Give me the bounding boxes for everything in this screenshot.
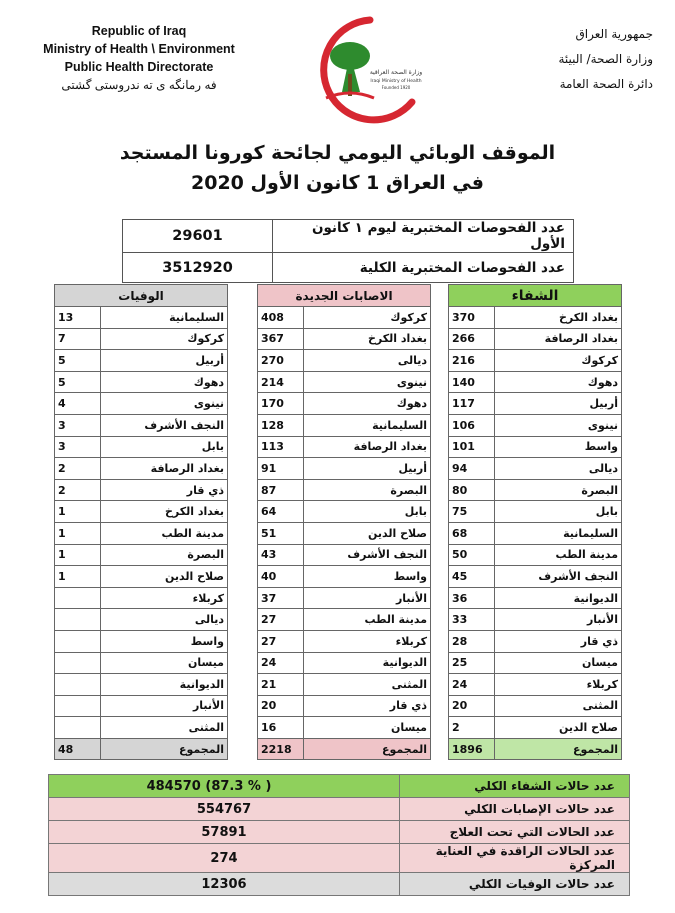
table-row bbox=[449, 328, 622, 350]
province-name: مدينة الطب bbox=[304, 609, 431, 631]
province-count: 64 bbox=[258, 501, 304, 523]
table-row bbox=[258, 652, 431, 674]
header-line-kurdish: فه رمانگه ی ته ندروستی گشتی bbox=[61, 78, 217, 92]
summary-treatment-label: عدد الحالات التي تحت العلاج bbox=[400, 821, 630, 844]
province-name: بابل bbox=[101, 436, 228, 458]
table-row bbox=[449, 587, 622, 609]
summary-deaths-value: 12306 bbox=[49, 873, 400, 896]
table-row bbox=[55, 371, 228, 393]
summary-icu-label: عدد الحالات الراقدة في العناية المركزة bbox=[400, 844, 630, 873]
province-name: الأنبار bbox=[101, 695, 228, 717]
table-row bbox=[449, 393, 622, 415]
summary-deaths-label: عدد حالات الوفيات الكلي bbox=[400, 873, 630, 896]
province-count: 16 bbox=[258, 717, 304, 739]
province-count bbox=[55, 717, 101, 739]
deaths-table bbox=[54, 284, 228, 760]
summary-treatment-row bbox=[49, 821, 630, 844]
province-name: بابل bbox=[304, 501, 431, 523]
province-count bbox=[55, 630, 101, 652]
province-name: ذي قار bbox=[304, 695, 431, 717]
province-name: بغداد الكرخ bbox=[304, 328, 431, 350]
province-name: كربلاء bbox=[101, 587, 228, 609]
province-name: المثنى bbox=[304, 674, 431, 696]
table-row bbox=[258, 350, 431, 372]
province-name: السليمانية bbox=[495, 522, 622, 544]
header-line-ministry: Ministry of Health \ Environment bbox=[43, 42, 235, 56]
header-english-block bbox=[14, 22, 264, 94]
header-line-country-ar: جمهورية العراق bbox=[575, 27, 653, 41]
report-title: الموقف الوبائي اليومي لجائحة كورونا المستجد bbox=[119, 142, 556, 164]
province-count: 216 bbox=[449, 350, 495, 372]
province-count bbox=[55, 609, 101, 631]
province-name: بابل bbox=[495, 501, 622, 523]
header-arabic-block bbox=[503, 22, 653, 97]
province-name: السليمانية bbox=[101, 307, 228, 329]
province-name: دهوك bbox=[495, 371, 622, 393]
recovery-total-row bbox=[449, 738, 622, 760]
province-count: 43 bbox=[258, 544, 304, 566]
province-name: أربيل bbox=[304, 458, 431, 480]
province-count: 25 bbox=[449, 652, 495, 674]
table-row bbox=[449, 630, 622, 652]
province-name: ذي قار bbox=[101, 479, 228, 501]
table-row bbox=[55, 587, 228, 609]
table-row bbox=[449, 458, 622, 480]
table-row bbox=[449, 307, 622, 329]
new-cases-total-row bbox=[258, 738, 431, 760]
province-count: 2 bbox=[55, 479, 101, 501]
table-row bbox=[258, 717, 431, 739]
table-row bbox=[258, 587, 431, 609]
province-count: 367 bbox=[258, 328, 304, 350]
province-count: 91 bbox=[258, 458, 304, 480]
lab-daily-value: 29601 bbox=[123, 220, 273, 253]
province-name: بغداد الكرخ bbox=[495, 307, 622, 329]
province-name: ديالى bbox=[495, 458, 622, 480]
province-count: 51 bbox=[258, 522, 304, 544]
report-date: في العراق 1 كانون الأول 2020 bbox=[191, 172, 484, 194]
summary-infections-row bbox=[49, 798, 630, 821]
province-name: واسط bbox=[304, 566, 431, 588]
province-count bbox=[55, 652, 101, 674]
table-row bbox=[55, 350, 228, 372]
province-count: 20 bbox=[258, 695, 304, 717]
ministry-logo bbox=[300, 14, 430, 126]
province-name: ديالى bbox=[101, 609, 228, 631]
table-row bbox=[449, 414, 622, 436]
province-name: مدينة الطب bbox=[101, 522, 228, 544]
table-row bbox=[55, 717, 228, 739]
province-name: واسط bbox=[101, 630, 228, 652]
table-row bbox=[55, 674, 228, 696]
province-name: ذي قار bbox=[495, 630, 622, 652]
recovery-table bbox=[448, 284, 622, 760]
province-count: 50 bbox=[449, 544, 495, 566]
table-row bbox=[258, 501, 431, 523]
province-name: النجف الأشرف bbox=[101, 414, 228, 436]
province-count: 128 bbox=[258, 414, 304, 436]
province-name: الأنبار bbox=[304, 587, 431, 609]
ministry-logo-icon bbox=[300, 14, 430, 126]
province-count: 27 bbox=[258, 609, 304, 631]
province-name: كركوك bbox=[304, 307, 431, 329]
table-row bbox=[449, 350, 622, 372]
table-row bbox=[55, 544, 228, 566]
header-line-ministry-ar: وزارة الصحة/ البيئة bbox=[558, 52, 653, 66]
new-cases-table bbox=[257, 284, 431, 760]
province-name: ميسان bbox=[304, 717, 431, 739]
new-cases-total-label: المجموع bbox=[304, 738, 431, 760]
summary-recovered-value-cell bbox=[49, 775, 400, 798]
deaths-rows bbox=[55, 307, 228, 739]
province-count: 13 bbox=[55, 307, 101, 329]
province-name: صلاح الدين bbox=[101, 566, 228, 588]
table-row bbox=[449, 522, 622, 544]
lab-daily-row bbox=[123, 220, 574, 253]
province-name: الأنبار bbox=[495, 609, 622, 631]
table-row bbox=[449, 695, 622, 717]
lab-total-label: عدد الفحوصات المختبرية الكلية bbox=[273, 253, 574, 283]
table-row bbox=[55, 522, 228, 544]
table-row bbox=[258, 371, 431, 393]
header-line-directorate: Public Health Directorate bbox=[64, 60, 214, 74]
logo-text-english: Iraqi Ministry of Health bbox=[370, 79, 422, 84]
province-count: 2 bbox=[55, 458, 101, 480]
new-cases-header: الاصابات الجديدة bbox=[258, 285, 431, 307]
lab-total-value: 3512920 bbox=[123, 253, 273, 283]
province-count: 36 bbox=[449, 587, 495, 609]
table-row bbox=[449, 566, 622, 588]
new-cases-rows bbox=[258, 307, 431, 739]
table-row bbox=[55, 393, 228, 415]
province-name: صلاح الدين bbox=[304, 522, 431, 544]
recovery-rows bbox=[449, 307, 622, 739]
province-count: 24 bbox=[258, 652, 304, 674]
table-row bbox=[258, 522, 431, 544]
new-cases-total-value: 2218 bbox=[258, 738, 304, 760]
province-count: 40 bbox=[258, 566, 304, 588]
table-row bbox=[449, 544, 622, 566]
logo-text-arabic: وزارة الصحة العراقية bbox=[369, 69, 423, 76]
province-name: ميسان bbox=[495, 652, 622, 674]
table-row bbox=[449, 674, 622, 696]
province-count: 170 bbox=[258, 393, 304, 415]
summary-recovered-row bbox=[49, 775, 630, 798]
province-name: الديوانية bbox=[101, 674, 228, 696]
province-count: 21 bbox=[258, 674, 304, 696]
lab-daily-label: عدد الفحوصات المختبرية ليوم ١ كانون الأول bbox=[273, 220, 574, 253]
province-name: كربلاء bbox=[495, 674, 622, 696]
province-name: النجف الأشرف bbox=[304, 544, 431, 566]
table-row bbox=[258, 307, 431, 329]
summary-recovered-label: عدد حالات الشفاء الكلي bbox=[400, 775, 630, 798]
summary-deaths-row bbox=[49, 873, 630, 896]
province-name: الديوانية bbox=[304, 652, 431, 674]
table-row bbox=[449, 609, 622, 631]
province-count: 106 bbox=[449, 414, 495, 436]
province-name: بغداد الرصافة bbox=[101, 458, 228, 480]
header-line-directorate-ar: دائرة الصحة العامة bbox=[559, 77, 653, 91]
table-row bbox=[258, 436, 431, 458]
table-row bbox=[258, 566, 431, 588]
summary-treatment-value: 57891 bbox=[49, 821, 400, 844]
province-name: البصرة bbox=[495, 479, 622, 501]
table-row bbox=[55, 652, 228, 674]
province-count: 27 bbox=[258, 630, 304, 652]
province-count: 370 bbox=[449, 307, 495, 329]
deaths-total-label: المجموع bbox=[101, 738, 228, 760]
province-count: 270 bbox=[258, 350, 304, 372]
province-name: كركوك bbox=[101, 328, 228, 350]
table-row bbox=[55, 501, 228, 523]
logo-text-founded: Founded 1920 bbox=[381, 85, 411, 90]
deaths-total-value: 48 bbox=[55, 738, 101, 760]
table-row bbox=[258, 609, 431, 631]
table-row bbox=[55, 328, 228, 350]
province-name: المثنى bbox=[495, 695, 622, 717]
province-count: 266 bbox=[449, 328, 495, 350]
province-name: بغداد الرصافة bbox=[495, 328, 622, 350]
table-row bbox=[449, 371, 622, 393]
province-count: 2 bbox=[449, 717, 495, 739]
province-name: أربيل bbox=[495, 393, 622, 415]
province-count: 33 bbox=[449, 609, 495, 631]
province-name: أربيل bbox=[101, 350, 228, 372]
province-count: 28 bbox=[449, 630, 495, 652]
province-name: مدينة الطب bbox=[495, 544, 622, 566]
province-name: صلاح الدين bbox=[495, 717, 622, 739]
table-row bbox=[55, 566, 228, 588]
province-count: 214 bbox=[258, 371, 304, 393]
recovery-total-label: المجموع bbox=[495, 738, 622, 760]
header-line-country: Republic of Iraq bbox=[91, 24, 187, 38]
province-count: 94 bbox=[449, 458, 495, 480]
province-count: 1 bbox=[55, 566, 101, 588]
province-name: نينوى bbox=[304, 371, 431, 393]
table-row bbox=[55, 458, 228, 480]
table-row bbox=[55, 695, 228, 717]
province-count: 37 bbox=[258, 587, 304, 609]
province-name: الديوانية bbox=[495, 587, 622, 609]
province-count: 45 bbox=[449, 566, 495, 588]
table-row bbox=[258, 544, 431, 566]
summary-icu-value: 274 bbox=[49, 844, 400, 873]
province-count: 87 bbox=[258, 479, 304, 501]
province-count: 80 bbox=[449, 479, 495, 501]
table-row bbox=[55, 479, 228, 501]
table-row bbox=[258, 414, 431, 436]
province-count: 3 bbox=[55, 414, 101, 436]
province-count bbox=[55, 674, 101, 696]
summary-table bbox=[48, 774, 630, 896]
province-name: ديالى bbox=[304, 350, 431, 372]
province-count: 4 bbox=[55, 393, 101, 415]
summary-recovered-pct: (87.3 % ) bbox=[205, 778, 272, 794]
province-count: 117 bbox=[449, 393, 495, 415]
province-name: بغداد الرصافة bbox=[304, 436, 431, 458]
recovery-total-value: 1896 bbox=[449, 738, 495, 760]
deaths-total-row bbox=[55, 738, 228, 760]
table-row bbox=[258, 674, 431, 696]
province-name: واسط bbox=[495, 436, 622, 458]
province-count: 7 bbox=[55, 328, 101, 350]
lab-tests-table bbox=[122, 219, 574, 283]
province-count bbox=[55, 695, 101, 717]
province-name: نينوى bbox=[495, 414, 622, 436]
province-name: البصرة bbox=[101, 544, 228, 566]
province-count: 24 bbox=[449, 674, 495, 696]
province-count: 68 bbox=[449, 522, 495, 544]
table-row bbox=[449, 652, 622, 674]
deaths-header: الوفيات bbox=[55, 285, 228, 307]
table-row bbox=[258, 393, 431, 415]
summary-icu-row bbox=[49, 844, 630, 873]
table-row bbox=[258, 479, 431, 501]
table-row bbox=[258, 328, 431, 350]
province-name: دهوك bbox=[101, 371, 228, 393]
province-count: 5 bbox=[55, 371, 101, 393]
table-row bbox=[55, 609, 228, 631]
lab-total-row bbox=[123, 253, 574, 283]
table-row bbox=[55, 630, 228, 652]
table-row bbox=[258, 695, 431, 717]
province-name: ميسان bbox=[101, 652, 228, 674]
province-name: المثنى bbox=[101, 717, 228, 739]
province-count: 1 bbox=[55, 544, 101, 566]
province-name: كربلاء bbox=[304, 630, 431, 652]
province-count: 5 bbox=[55, 350, 101, 372]
province-count: 1 bbox=[55, 522, 101, 544]
province-name: كركوك bbox=[495, 350, 622, 372]
table-row bbox=[258, 630, 431, 652]
recovery-header: الشفاء bbox=[449, 285, 622, 307]
province-count: 20 bbox=[449, 695, 495, 717]
province-name: بغداد الكرخ bbox=[101, 501, 228, 523]
table-row bbox=[258, 458, 431, 480]
summary-infections-label: عدد حالات الإصابات الكلي bbox=[400, 798, 630, 821]
table-row bbox=[449, 717, 622, 739]
province-count: 1 bbox=[55, 501, 101, 523]
province-name: دهوك bbox=[304, 393, 431, 415]
summary-infections-value: 554767 bbox=[49, 798, 400, 821]
province-count: 408 bbox=[258, 307, 304, 329]
province-count: 101 bbox=[449, 436, 495, 458]
province-count: 140 bbox=[449, 371, 495, 393]
table-row bbox=[55, 307, 228, 329]
table-row bbox=[449, 501, 622, 523]
table-row bbox=[449, 436, 622, 458]
summary-recovered-value: 484570 bbox=[146, 778, 201, 794]
province-count: 113 bbox=[258, 436, 304, 458]
province-name: نينوى bbox=[101, 393, 228, 415]
province-count: 75 bbox=[449, 501, 495, 523]
province-count bbox=[55, 587, 101, 609]
table-row bbox=[55, 436, 228, 458]
table-row bbox=[55, 414, 228, 436]
province-name: السليمانية bbox=[304, 414, 431, 436]
province-count: 3 bbox=[55, 436, 101, 458]
province-name: البصرة bbox=[304, 479, 431, 501]
province-name: النجف الأشرف bbox=[495, 566, 622, 588]
table-row bbox=[449, 479, 622, 501]
